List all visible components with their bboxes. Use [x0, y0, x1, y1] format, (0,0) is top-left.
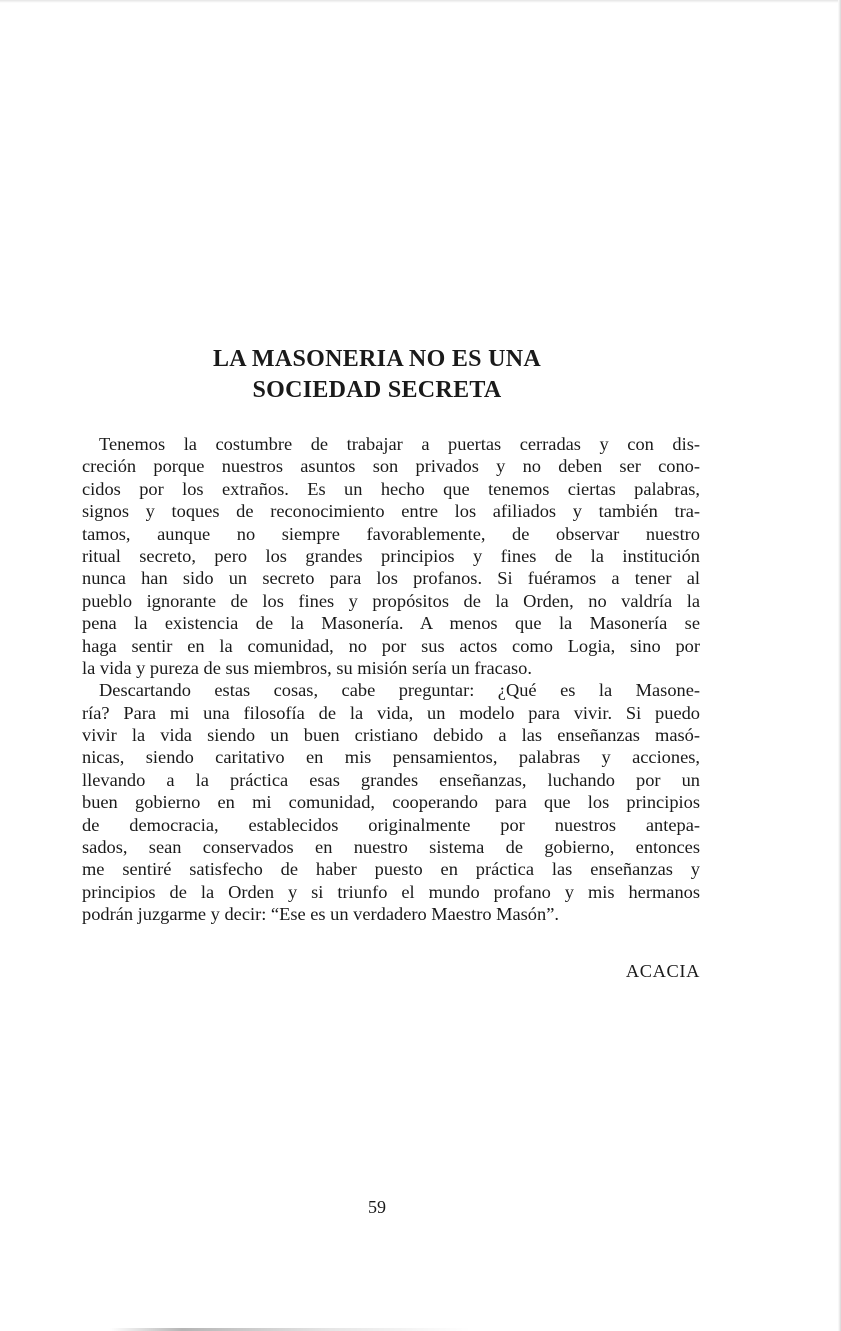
text-line: signos y toques de reconocimiento entre los afiliados y también tra-: [82, 501, 700, 522]
page-top-edge: [0, 0, 841, 3]
text-line: buen gobierno en mi comunidad, cooperando para que los principios: [82, 792, 700, 813]
text-line: Tenemos la costumbre de trabajar a puertas cerradas y con dis-: [99, 434, 700, 454]
title-line-1: LA MASONERIA NO ES UNA: [213, 346, 541, 372]
text-line: Descartando estas cosas, cabe preguntar: ¿Qué es la Masone-: [99, 680, 700, 701]
text-line: llevando a la práctica esas grandes enseñanzas, luchando por un: [82, 769, 700, 790]
text-line: ría? Para mi una filosofía de la vida, un modelo para vivir. Si puedo: [82, 702, 700, 723]
text-line: vivir la vida siendo un buen cristiano debido a las enseñanzas masó-: [82, 725, 700, 746]
text-line: cidos por los extraños. Es un hecho que tenemos ciertas palabras,: [82, 478, 700, 499]
text-line: ritual secreto, pero los grandes principios y fines de la institución: [82, 545, 700, 566]
page-number: 59: [368, 1197, 386, 1217]
text-line: la vida y pureza de sus miembros, su misión sería un fracaso.: [82, 657, 532, 678]
text-line: haga sentir en la comunidad, no por sus actos como Logia, sino por: [82, 635, 700, 656]
paragraph-1: [82, 433, 700, 679]
text-line: pena la existencia de la Masonería. A menos que la Masonería se: [82, 613, 700, 634]
page-title: [100, 344, 654, 406]
title-line-2: SOCIEDAD SECRETA: [252, 377, 502, 403]
author-signature: ACACIA: [625, 961, 700, 981]
text-line: de democracia, establecidos originalmente por nuestros antepa-: [82, 814, 700, 835]
text-line: nicas, siendo caritativo en mis pensamientos, palabras y acciones,: [82, 747, 700, 768]
text-line: podrán juzgarme y decir: “Ese es un verdadero Maestro Masón”.: [82, 904, 559, 925]
text-line: sados, sean conservados en nuestro sistema de gobierno, entonces: [82, 837, 700, 858]
paragraph-2: [82, 679, 700, 925]
text-line: me sentiré satisfecho de haber puesto en práctica las enseñanzas y: [82, 859, 700, 880]
text-line: tamos, aunque no siempre favorablemente, de observar nuestro: [82, 523, 700, 544]
text-line: creción porque nuestros asuntos son privados y no deben ser cono-: [82, 456, 700, 477]
body-text: [82, 433, 700, 926]
text-line: nunca han sido un secreto para los profanos. Si fuéramos a tener al: [82, 568, 700, 589]
text-line: principios de la Orden y si triunfo el mundo profano y mis hermanos: [82, 881, 700, 902]
text-line: pueblo ignorante de los fines y propósitos de la Orden, no valdría la: [82, 590, 700, 611]
